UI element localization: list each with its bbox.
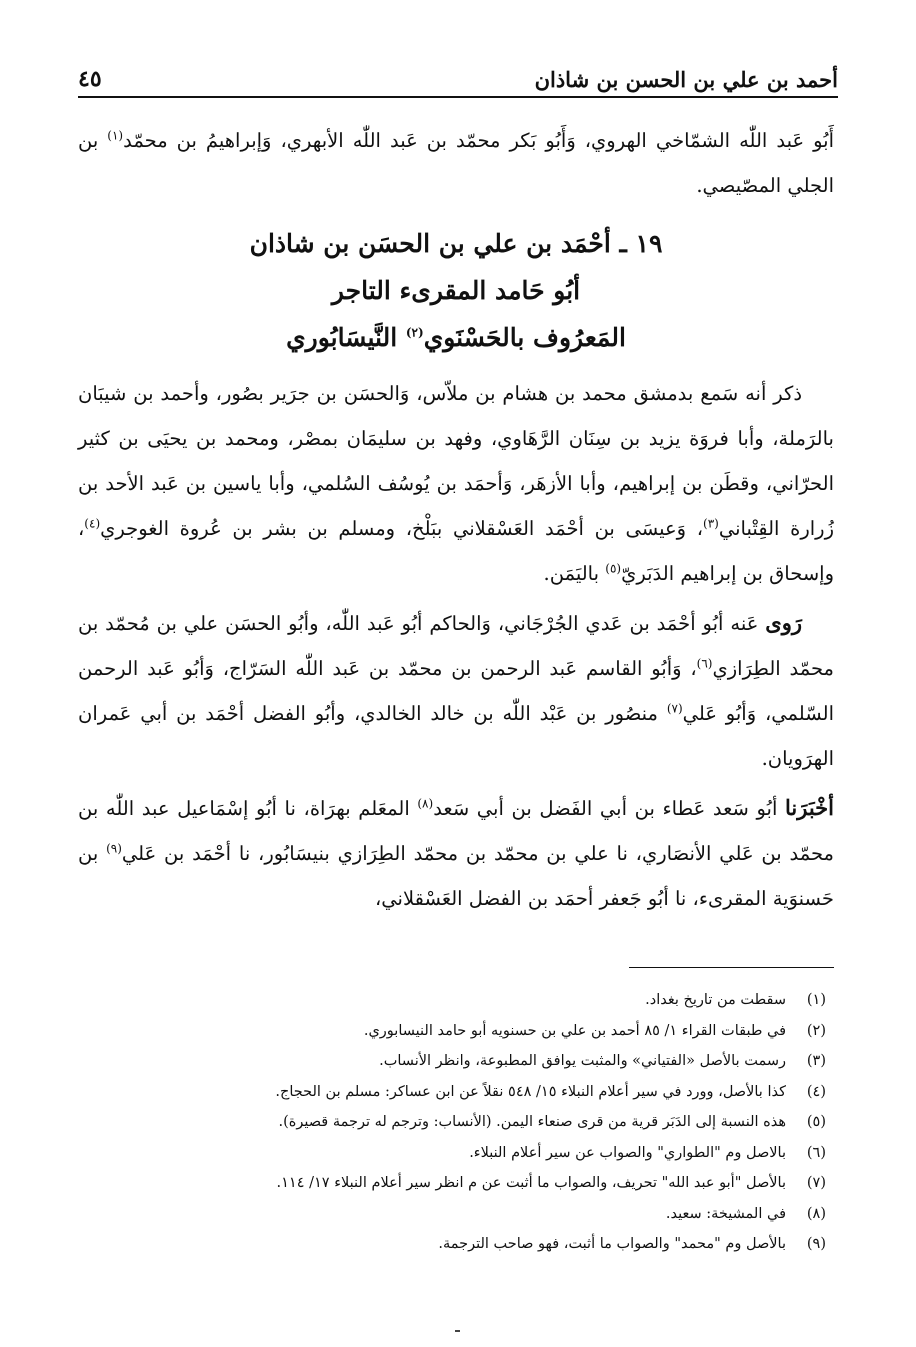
paragraph-akhbarana: أخْبَرَنا أبُو سَعد عَطاء بن أبي الفَضل بن أبي سَعد$^{(٨)}$ المعَلم بهرَاة، نا أبُو إسْمَاعيل عبد اللّٰه بن محمّد بن عَلي الأنصَاري، نا علي بن محمّد بن محمّد الطِرَازي بنيسَابُور، نا أحْمَد بن عَلي$^{(٩)}$ بن حَسنوَية المقرىء، نا أبُو جَعفر أحمَد بن الفضل العَسْقلاني، xyxy=(78,795,834,910)
footnote-text: هذه النسبة إلى الدَبَر قرية من قرى صنعاء اليمن. (الأنساب: وترجم له ترجمة قصيرة). xyxy=(278,1114,786,1130)
footnote-item xyxy=(78,1016,826,1047)
main-text xyxy=(78,118,834,921)
paragraph-rawa: رَوى عَنه أبُو أحْمَد بن عَدي الجُرْجَاني، وَالحاكم أبُو عَبد اللّٰه، وأبُو الحسَن علي بن مُحمّد بن محمّد الطِرَازي$^{(٦)}$، وَأبُو القاسم عَبد الرحمن بن محمّد بن عَبد اللّٰه السَرّاج، وَأبُو عَبد الرحمن السّلمي، وَأبُو عَلي$^{(٧)}$ منصُور بن عَبْد اللّٰه بن خالد الخالدي، وأبُو الفضل أحْمَد بن أبي عَمران الهرَويان. xyxy=(78,610,835,770)
footnote-mark: (٢) xyxy=(806,1022,826,1039)
footnote-ref-4: (٤) xyxy=(84,516,101,531)
footnote-text: بالاصل وم "الطواري" والصواب عن سير أعلام النبلاء. xyxy=(469,1144,786,1161)
intro-paragraph: أَبُو عَبد اللّٰه الشمّاخي الهروي، وَأَبُو بَكر محمّد بن عَبد اللّٰه الأبهري، وَإبراهيمُ بن محمّد$^{(١)}$ بن الجلي المصّيصي. xyxy=(78,128,834,197)
footnote-item xyxy=(78,985,826,1016)
footnote-item xyxy=(78,1107,826,1138)
footnote-text: سقطت من تاريخ بغداد. xyxy=(645,992,786,1008)
footnote-ref-3: (٣) xyxy=(703,516,719,531)
running-header-title: أحمد بن علي بن الحسن بن شاذان xyxy=(534,67,838,92)
entry-heading-line-1: ١٩ ـ أحْمَد بن علي بن الحسَن بن شاذان xyxy=(249,229,663,258)
footnote-separator xyxy=(629,967,834,968)
footnote-item xyxy=(78,1077,826,1108)
page-number: ٤٥ xyxy=(78,66,102,92)
footnote-item xyxy=(78,1168,826,1199)
scan-speck xyxy=(455,1330,460,1332)
footnote-item xyxy=(78,1229,826,1260)
footnote-ref-9: (٩) xyxy=(106,841,122,856)
footnote-ref-8: (٨) xyxy=(417,796,434,811)
footnote-mark: (٧) xyxy=(806,1175,826,1191)
footnote-text: كذا بالأصل، وورد في سير أعلام النبلاء ١٥/ ٥٤٨ نقلاً عن ابن عساكر: مسلم بن الحجاج. xyxy=(275,1083,786,1100)
paragraph-dhikr: ذكر أنه سَمع بدمشق محمد بن هشام بن ملاّس، وَالحسَن بن جرَير بصُور، وأحمد بن شيبَان بالرَملة، وأبا فروَة يزيد بن سِنَان الرَّهَاوي، وفهد بن سليمَان بمصْر، ومحمد بن يحيَى بن كثير الحرّاني، وقطَن بن إبراهيم، وأبا الأزهَر، وَأحمَد بن يُوسُف السُلمي، وأبا ياسين بن عَبد الأحد بن زُرارة القِتْباني$^{(٣)}$، وَعيسَى بن أحْمَد العَسْقلاني ببَلْخ، ومسلم بن بشر بن عُروة الغوجري$^{(٤)}$، وإسحاق بن إبراهيم الدَبَريّ$^{(٥)}$ باليَمَن. xyxy=(78,382,834,585)
footnote-ref-7: (٧) xyxy=(666,701,683,716)
footnote-mark: (٣) xyxy=(806,1053,826,1069)
footnote-mark: (٦) xyxy=(806,1144,826,1161)
entry-heading-line-3: المَعرُوف بالحَسْنَوي$^{(٢)}$ النَّيسَابُوري xyxy=(286,323,626,352)
entry-heading-line-2: أبُو حَامد المقرىء التاجر xyxy=(331,276,581,305)
running-header xyxy=(78,52,838,92)
footnote-mark: (١) xyxy=(806,992,826,1008)
footnote-text: بالأصل "أبو عبد الله" تحريف، والصواب ما أثبت عن م انظر سير أعلام النبلاء ١٧/ ١١٤. xyxy=(276,1175,786,1191)
footnote-ref-6: (٦) xyxy=(696,656,713,671)
footnote-text: بالأصل وم "محمد" والصواب ما أثبت، فهو صاحب الترجمة. xyxy=(438,1236,786,1252)
lead-word-akhbarana: أخْبَرَنا xyxy=(785,795,834,820)
footnote-item xyxy=(78,1199,826,1230)
footnote-mark: (٤) xyxy=(806,1083,826,1100)
footnotes-list xyxy=(78,985,826,1260)
footnote-ref-5: (٥) xyxy=(605,561,622,576)
footnote-text: رسمت بالأصل «الفتياني» والمثبت يوافق المطبوعة، وانظر الأنساب. xyxy=(379,1053,786,1069)
footnote-item xyxy=(78,1138,826,1169)
footnote-text: في طبقات القراء ١/ ٨٥ أحمد بن علي بن حسنويه أبو حامد النيسابوري. xyxy=(363,1022,786,1039)
lead-word-rawa: رَوى xyxy=(765,610,802,635)
footnote-mark: (٨) xyxy=(806,1205,826,1222)
footnote-text: في المشيخة: سعيد. xyxy=(665,1205,786,1222)
footnote-ref-2: (٢) xyxy=(405,325,424,340)
footnote-mark: (٩) xyxy=(806,1236,826,1252)
entry-heading xyxy=(78,220,834,361)
footnote-ref-1: (١) xyxy=(107,128,124,143)
header-rule xyxy=(78,96,838,98)
footnote-item xyxy=(78,1046,826,1077)
footnote-mark: (٥) xyxy=(806,1114,826,1130)
